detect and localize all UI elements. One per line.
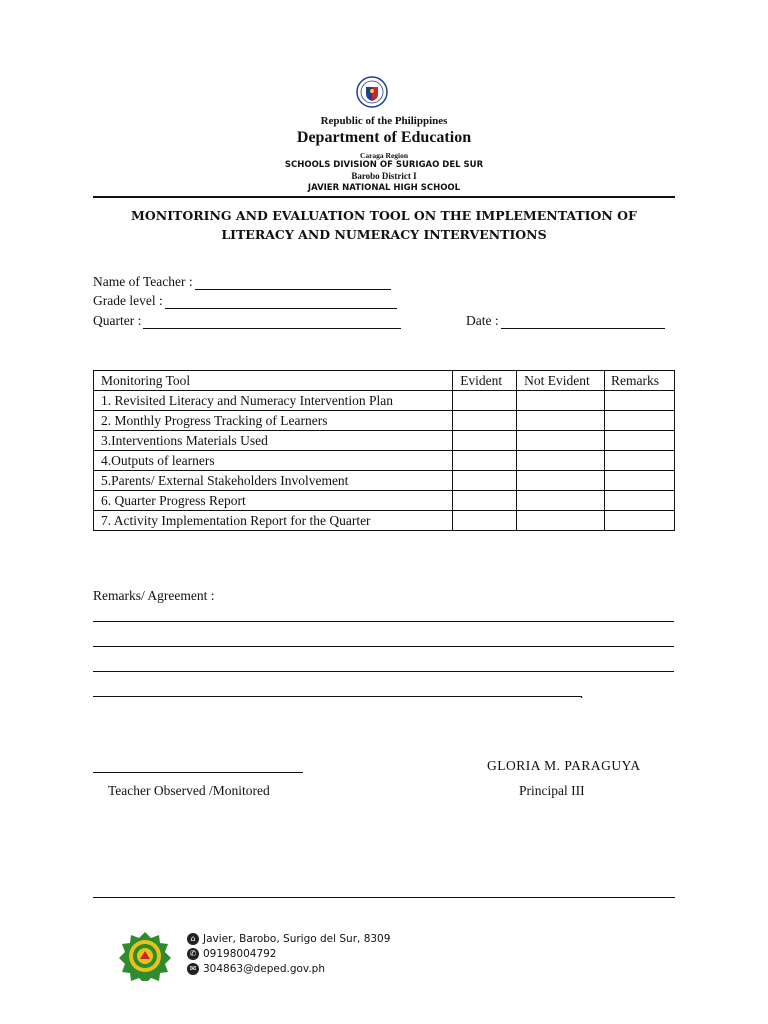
teacher-name-blank[interactable] xyxy=(195,276,391,290)
remarks-cell[interactable] xyxy=(605,431,675,451)
principal-name: GLORIA M. PARAGUYA xyxy=(487,758,641,773)
footer-email xyxy=(187,963,325,975)
date-field xyxy=(466,313,665,329)
not-evident-cell[interactable] xyxy=(517,431,605,451)
row-item-6: 6. Quarter Progress Report xyxy=(94,491,453,511)
evident-cell[interactable] xyxy=(453,511,517,531)
footer-phone xyxy=(187,948,277,960)
remarks-line[interactable] xyxy=(93,696,582,697)
table-row xyxy=(94,511,675,531)
grade-level-blank[interactable] xyxy=(165,295,397,309)
evident-cell[interactable] xyxy=(453,451,517,471)
row-item-7: 7. Activity Implementation Report for the Quarter xyxy=(94,511,453,531)
school-logo xyxy=(114,931,176,981)
header-department: Department of Education xyxy=(296,129,472,146)
phone-icon: ✆ xyxy=(187,948,199,960)
location-icon: ⌂ xyxy=(187,933,199,945)
teacher-name-label: Name of Teacher : xyxy=(93,274,193,289)
remarks-cell[interactable] xyxy=(605,491,675,511)
form-title-line2: LITERACY AND NUMERACY INTERVENTIONS xyxy=(221,227,547,242)
footer-address xyxy=(187,933,390,945)
grade-level-label: Grade level : xyxy=(93,293,163,308)
remarks-line[interactable] xyxy=(93,671,674,672)
header-remarks: Remarks xyxy=(605,371,675,391)
deped-seal-logo xyxy=(356,76,388,108)
header-monitoring-tool: Monitoring Tool xyxy=(94,371,453,391)
evident-cell[interactable] xyxy=(453,431,517,451)
header-region: Caraga Region xyxy=(359,151,409,160)
table-row xyxy=(94,411,675,431)
remarks-line[interactable] xyxy=(93,646,674,647)
table-header-row xyxy=(94,371,675,391)
quarter-blank[interactable] xyxy=(143,315,401,329)
table-row xyxy=(94,471,675,491)
remarks-cell[interactable] xyxy=(605,451,675,471)
header-evident: Evident xyxy=(453,371,517,391)
header-divider xyxy=(93,196,675,198)
not-evident-cell[interactable] xyxy=(517,411,605,431)
remarks-end-mark: . xyxy=(580,686,584,701)
email-icon: ✉ xyxy=(187,963,199,975)
footer-phone-text: 09198004792 xyxy=(203,948,277,960)
quarter-label: Quarter : xyxy=(93,313,142,328)
grade-level-field xyxy=(93,293,397,309)
evident-cell[interactable] xyxy=(453,411,517,431)
table-row xyxy=(94,431,675,451)
not-evident-cell[interactable] xyxy=(517,451,605,471)
principal-position: Principal III xyxy=(519,783,585,798)
table-row xyxy=(94,391,675,411)
row-item-5: 5.Parents/ External Stakeholders Involvement xyxy=(94,471,453,491)
evident-cell[interactable] xyxy=(453,491,517,511)
remarks-line[interactable] xyxy=(93,621,674,622)
footer-divider xyxy=(93,897,675,898)
row-item-3: 3.Interventions Materials Used xyxy=(94,431,453,451)
header-not-evident: Not Evident xyxy=(517,371,605,391)
teacher-signature-line[interactable] xyxy=(93,772,303,773)
monitoring-table xyxy=(93,370,675,531)
header-school: JAVIER NATIONAL HIGH SCHOOL xyxy=(307,183,461,193)
remarks-cell[interactable] xyxy=(605,411,675,431)
row-item-4: 4.Outputs of learners xyxy=(94,451,453,471)
header-district: Barobo District I xyxy=(351,171,417,181)
header-division: SCHOOLS DIVISION OF SURIGAO DEL SUR xyxy=(284,160,484,170)
table-row xyxy=(94,451,675,471)
footer-address-text: Javier, Barobo, Surigo del Sur, 8309 xyxy=(203,933,391,945)
footer-email-text[interactable]: 304863@deped.gov.ph xyxy=(203,963,325,975)
table-row xyxy=(94,491,675,511)
date-label: Date : xyxy=(466,313,499,328)
date-blank[interactable] xyxy=(501,315,665,329)
evident-cell[interactable] xyxy=(453,391,517,411)
header-republic: Republic of the Philippines xyxy=(320,115,448,127)
remarks-cell[interactable] xyxy=(605,391,675,411)
teacher-signature-caption: Teacher Observed /Monitored xyxy=(108,783,270,798)
form-title-line1: MONITORING AND EVALUATION TOOL ON THE IMPLEMENTATION OF xyxy=(131,208,637,223)
remarks-cell[interactable] xyxy=(605,471,675,491)
not-evident-cell[interactable] xyxy=(517,511,605,531)
not-evident-cell[interactable] xyxy=(517,471,605,491)
quarter-field xyxy=(93,313,401,329)
row-item-1: 1. Revisited Literacy and Numeracy Intervention Plan xyxy=(94,391,453,411)
teacher-name-field xyxy=(93,274,391,290)
not-evident-cell[interactable] xyxy=(517,491,605,511)
remarks-label: Remarks/ Agreement : xyxy=(93,588,215,603)
row-item-2: 2. Monthly Progress Tracking of Learners xyxy=(94,411,453,431)
remarks-cell[interactable] xyxy=(605,511,675,531)
not-evident-cell[interactable] xyxy=(517,391,605,411)
evident-cell[interactable] xyxy=(453,471,517,491)
